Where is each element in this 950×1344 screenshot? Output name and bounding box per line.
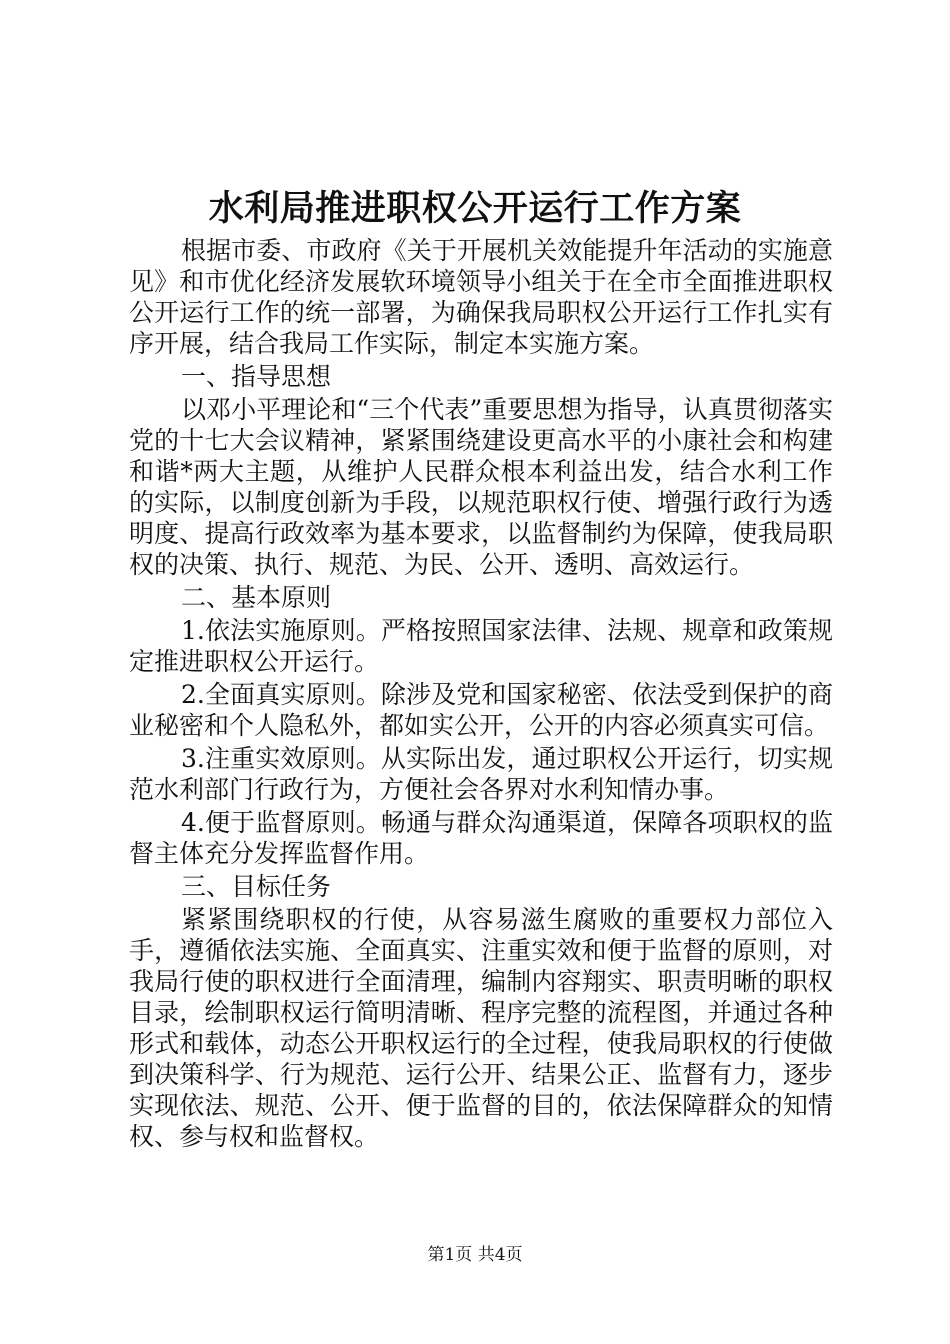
principle-paragraph-2: 2.全面真实原则。除涉及党和国家秘密、依法受到保护的商业秘密和个人隐私外，都如实公开，公开的内容必须真实可信。 — [129, 680, 833, 740]
section-heading-guiding-ideology: 一、指导思想 — [181, 362, 332, 391]
page-number-footer: 第1页 共4页 — [427, 1245, 523, 1265]
section-heading-basic-principles: 二、基本原则 — [181, 583, 332, 612]
principle-paragraph-3: 3.注重实效原则。从实际出发，通过职权公开运行，切实规范水利部门行政行为，方便社会各界对水利知情办事。 — [129, 744, 833, 804]
document-title: 水利局推进职权公开运行工作方案 — [208, 188, 742, 229]
principle-paragraph-1: 1.依法实施原则。严格按照国家法律、法规、规章和政策规定推进职权公开运行。 — [129, 616, 833, 676]
document-body — [129, 235, 833, 1154]
guiding-ideology-paragraph: 以邓小平理论和“三个代表”重要思想为指导，认真贯彻落实党的十七大会议精神，紧紧围绕建设更高水平的小康社会和构建和谐*两大主题，从维护人民群众根本利益出发，结合水利工作的实际，以制度创新为手段，以规范职权行使、增强行政行为透明度、提高行政效率为基本要求，以监督制约为保障，使我局职权的决策、执行、规范、为民、公开、透明、高效运行。 — [129, 395, 833, 579]
section-heading-goals-tasks: 三、目标任务 — [181, 872, 332, 901]
goals-tasks-paragraph: 紧紧围绕职权的行使，从容易滋生腐败的重要权力部位入手，遵循依法实施、全面真实、注重实效和便于监督的原则，对我局行使的职权进行全面清理，编制内容翔实、职责明晰的职权目录，绘制职权运行简明清晰、程序完整的流程图，并通过各种形式和载体，动态公开职权运行的全过程，使我局职权的行使做到决策科学、行为规范、运行公开、结果公正、监督有力，逐步实现依法、规范、公开、便于监督的目的，依法保障群众的知情权、参与权和监督权。 — [129, 905, 833, 1151]
intro-paragraph: 根据市委、市政府《关于开展机关效能提升年活动的实施意见》和市优化经济发展软环境领导小组关于在全市全面推进职权公开运行工作的统一部署，为确保我局职权公开运行工作扎实有序开展，结合我局工作实际，制定本实施方案。 — [129, 236, 833, 358]
principle-paragraph-4: 4.便于监督原则。畅通与群众沟通渠道，保障各项职权的监督主体充分发挥监督作用。 — [129, 808, 833, 868]
